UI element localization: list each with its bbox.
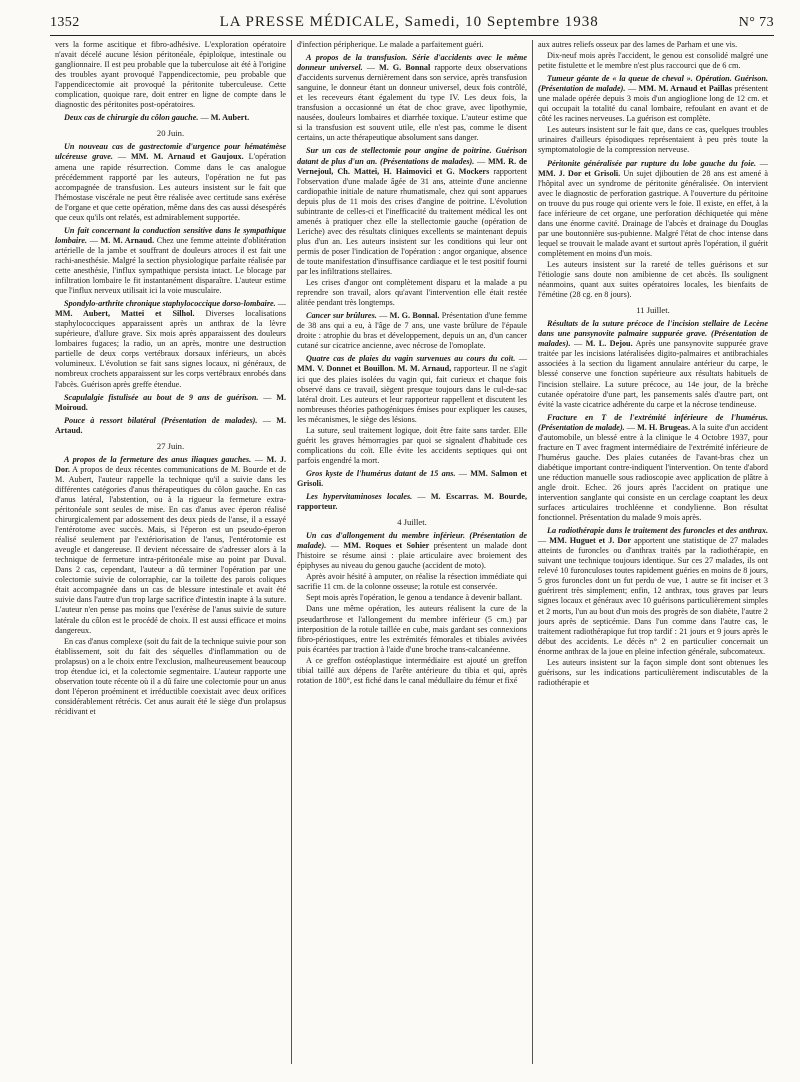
paragraph: La suture, seul traitement logique, doit être faite sans tarder. Elle guérit les graves hémorragies par quoi se signalent d'habitude ces complications du coït. Elle évite les accidents septiques qui ont parfois engendré la mort. <box>297 425 527 465</box>
paragraph: Sept mois après l'opération, le genou a tendance à devenir ballant. <box>306 593 523 603</box>
communication-author: M. Aubert. <box>210 113 250 123</box>
session-date: 20 Juin. <box>156 128 185 139</box>
paragraph: Les auteurs insistent sur la façon simple dont sont obtenues les guérisons, sur les indications particulièrement indiscutables de la radiothérapie et <box>538 657 768 687</box>
paragraph: d'infection péripherique. Le malade a parfaitement guéri. <box>297 40 484 49</box>
communication-title: Pouce à ressort bilatéral (Présentation de malades). <box>64 415 258 425</box>
communication-entry: Un cas d'allongement du membre inférieur. (Présentation de malade). — MM. Roques et Sohier présentent un malade dont l'histoire se résume ainsi : plaie articulaire avec broiement des épiphyses au niveau du genou gauche (accident de moto). <box>297 531 528 571</box>
communication-author: M. H. Brugeas. <box>637 422 691 432</box>
communication-author: MM. V. Donnet et Bouillon. M. M. Arnaud, <box>297 364 452 374</box>
communication-entry: Quatre cas de plaies du vagin survenues au cours du coït. — MM. V. Donnet et Bouillon. M. M. Arnaud, rapporteur. Il ne s'agit ici que des plaies isolées du vagin qui, fait curieux et chaque fois observé dans ce travail, siègent presque toujours dans le cul-de-sac latéral droit. Les auteurs et leur rapporteur rappellent et discutent les nombreuses théories pathogéniques émises pour expliquer les causes, les mécanismes, le siège des lésions. <box>297 354 528 424</box>
column-right <box>532 40 773 1064</box>
communication-title: La radiothérapie dans le traitement des furoncles et des anthrax. <box>547 526 768 536</box>
communication-text: Un sujet djiboutien de 28 ans est amené à l'hôpital avec un syndrome de péritonite généralisée. On intervient avec le diagnostic de perforation gastrique. A l'ouverture du péritoine on trouve du pus rouge qui oriente vers le foie. Il existe, en effet, à la face inférieure de cet organe, une perforation déchiquetée qui mène dans une énorme cavité. Drainage de l'abcès et drainage du Douglas par une boutonnière sus-pubienne. Malgré l'état de choc intense dans lequel se trouvait le malade avant et surtout après l'opération, il guérit complètement en moins d'un mois. <box>538 168 768 258</box>
communication-author: MM. R. de Vernejoul, Ch. Mattei, H. Haimovici et G. Mockers <box>297 156 528 176</box>
header-rule <box>50 35 774 36</box>
communication-entry: Deux cas de chirurgie du côlon gauche. — M. Aubert. <box>64 113 250 123</box>
paragraph: vers la forme ascitique et fibro-adhésive. L'exploration opératoire n'avait décelé aucune lésion péritonéale, épiploïque, intestinale ou ganglionnaire. Il est peu probable que la tuberculose ait été à l'origine des troubles ayant provoqué l'appendicectomie, peu probable que l'appendicectomie ait provoqué la péritonite tuberculeuse. Cette complication, quoique rare, doit entrer en ligne de compte dans le diagnostic des péritonites post-opératoires. <box>55 40 286 110</box>
article-columns <box>50 40 774 1064</box>
communication-title: Spondylo-arthrite chronique staphylococcique dorso-lombaire. <box>64 299 276 309</box>
communication-entry: Sur un cas de stellectomie pour angine de poitrine. Guérison datant de plus d'un an. (Présentations de malades). — MM. R. de Vernejoul, Ch. Mattei, H. Haimovici et G. Mockers rapportent l'observation d'une malade âgée de 31 ans, atteinte d'une ancienne cardiopathie initiale de nature rhumatismale, chez qui sont apparues depuis plus de 11 mois des crises d'angine de poitrine. L'évolution subintrante de celles-ci et l'inefficacité du traitement médical les ont amenés à pratiquer chez elle la stellectomie gauche (opération de Leriche) avec des résultats cliniques excellents se maintenant depuis plus d'un an. Les auteurs insistent sur les conditions qui leur ont permis de poser l'indication de l'opération : angor organique, absence de toute manifestation d'insuffisance cardiaque et le test positif fourni par les infiltrations stellaires. <box>297 146 528 277</box>
communication-title: Tumeur géante de « la queue de cheval ». Opération. Guérison. (Présentation de malade). <box>538 74 768 94</box>
communication-text: apportent une statistique de 27 malades atteints de furoncles ou d'anthrax traités par la radiothérapie, en suivant une technique toujours identique. Sur ces 27 malades, ils ont relevé 10 furonculoses toutes rapidement guéries en moins de 8 jours, 5 gros furoncles dont un fut perdu de vue, 1 autre se fit inciser et 3 guérirent très simplement; enfin, 12 anthrax, tous graves par leurs signes locaux et généraux avec 10 guérisons particulièrement simples et 2 morts, l'un au bout d'un mois des progrès de son diabète, l'autre 2 jours après de septicémie. Dans l'un comme dans l'autre cas, le traitement radiothérapique fut trop tardif : 21 jours et 9 jours après le début des accidents. Le décès n° 2 en particulier concernait un énorme anthrax de la joue en pleine infection générale, subcomateux. <box>538 536 769 656</box>
journal-title: LA PRESSE MÉDICALE, Samedi, 10 Septembre 1938 <box>219 14 599 30</box>
communication-entry: Spondylo-arthrite chronique staphylococcique dorso-lombaire. — MM. Aubert, Mattei et Silhol. Diverses localisations staphylococciques apparaissent après un anthrax de la lèvre supérieure, d'allure grave. Six mois après apparaissent des douleurs lombaires fugaces; la radio, un an après, montre une destruction partielle de deux corps vertébraux dorsaux inférieurs, un abcès volumineux. L'évolution se fait sans signes locaux, ni généraux, de nombreux crochets apparaissent sur les corps vertébraux enrobés dans l'abcès. Guérison après greffe étendue. <box>55 299 287 389</box>
communication-text: A la suite d'un accident d'automobile, un blessé entre à la clinique le 4 Octobre 1937, pour fracture en T avec fragment intermédiaire de l'extrémité inférieure de l'humérus gauche. Des plaies cutanées de l'avant-bras chez un diabétique important contre-indiquent l'intervention. On tente d'abord une réduction manuelle sous radioscopie avec application de plâtre à angle droit. Echec. 26 jours après l'accident on pratique une intervention sanglante qui consiste en un cerclage coaptant les deux surfaces articulaires trochléenne et condylienne. Bon résultat fonctionnel. Présentation du malade 9 mois après. <box>538 422 768 523</box>
communication-text: Diverses localisations staphylococciques apparaissent après un anthrax de la lèvre supérieure, d'allure grave. Six mois après apparaissent des douleurs lombaires fugaces; la radio, un an après, montre une destruction partielle de deux corps vertébraux dorsaux inférieurs, un abcès volumineux. L'évolution se fait sans signes locaux, ni généraux, de nombreux crochets apparaissent sur les corps vertébraux enrobés dans l'abcès. Guérison après greffe étendue. <box>55 309 287 389</box>
communication-author: M. G. Bonnal <box>378 63 431 73</box>
communication-text: L'opération amena une rapide résurrection. Comme dans le cas analogue précédemment rapporté par les auteurs, l'opération ne fut pas accompagnée de transfusion. Les auteurs insistent sur le fait que l'hémostase viscérale ne peut être réalisée avec certitude sans exérèse de l'organe et que cette opération, même dans des cas aussi désespérés que ceux qu'ils ont relatés, est admirablement supportée. <box>55 152 287 222</box>
communication-author: MM. Aubert, Mattei et Silhol. <box>55 309 195 319</box>
communication-entry: A propos de la transfusion. Série d'accidents avec le même donneur universel. — M. G. Bonnal rapporte deux observations d'accidents survenus dernièrement dans son service, après transfusion sanguine, le donneur étant un donneur universel, deux fois contrôlé, et les receveurs étant également du type IV. Les deux fois, la transfusion a occasionné un état de choc grave, avec lipothymie, nausées, douleurs lombaires et diarrhée toxique. L'auteur estime que si la transfusion est souvent utile, elle n'est pas, comme le disent certains, un acte thérapeutique absolument sans danger. <box>297 53 528 143</box>
communication-entry: Fracture en T de l'extrémité inférieure de l'humérus. (Présentation de malade). — M. H. Brugeas. A la suite d'un accident d'automobile, un blessé entre à la clinique le 4 Octobre 1937, pour fracture en T avec fragment intermédiaire de l'extrémité inférieure de l'humérus gauche. Des plaies cutanées de l'avant-bras chez un diabétique important contre-indiquent l'intervention. On tente d'abord une réduction manuelle sous radioscopie avec application de plâtre à angle droit. Echec. 26 jours après l'accident on pratique une intervention sanglante qui consiste en un cerclage coaptant les deux surfaces articulaires trochléenne et condylienne. Bon résultat fonctionnel. Présentation du malade 9 mois après. <box>538 412 768 523</box>
communication-title: Résultats de la suture précoce de l'incision stellaire de Lecène dans une pansynovite palmaire suppurée grave. (Présentation de malades). <box>538 319 768 349</box>
paragraph: A ce greffon ostéoplastique intermédiaire est ajouté un greffon tibial taillé aux dépens de l'arête antérieure du tibia et qui, après rotation de 180°, est fiché dans le canal médullaire du fémur et fixé <box>297 655 527 685</box>
communication-text: présentent une malade opérée depuis 3 mois d'un angioglione long de 12 cm. et qui occupait la totalité du canal lombaire, refoulant en avant et de côté les racines nerveuses. La guérison est complète. <box>538 84 769 124</box>
communication-title: Gros kyste de l'humérus datant de 15 ans. <box>306 468 456 478</box>
communication-entry: Cancer sur brûlures. — M. G. Bonnal. Présentation d'une femme de 38 ans qui a eu, à l'âge de 7 ans, une vaste brûlure de l'épaule droite : atrophie du bras et développement, depuis un an, d'un cancer cutané sur cicatrice ancienne, avec nécrose de l'omoplate. <box>297 311 527 351</box>
session-date: 27 Juin. <box>156 440 185 451</box>
communication-entry: Péritonite généralisée par rupture du lobe gauche du foie. — MM. J. Dor et Grisoli. Un sujet djiboutien de 28 ans est amené à l'hôpital avec un syndrome de péritonite généralisée. On intervient avec le diagnostic de perforation gastrique. A l'ouverture du péritoine on trouve du pus rouge qui oriente vers le foie. Il existe, en effet, à la face inférieure de cet organe, une perforation déchiquetée qui mène dans une énorme cavité. Drainage de l'abcès et drainage du Douglas par une boutonnière sus-pubienne. Malgré l'état de choc intense dans lequel se trouvait le malade avant et surtout après l'opération, il guérit complètement en moins d'un mois. <box>538 158 768 258</box>
communication-text: A propos de deux récentes communications de M. Bourde et de M. Aubert, l'auteur rappelle la technique qu'il a suivie dans les différentes catégories d'anus thérapeutiques du côlon gauche. En cas d'anus latéral, l'abstention, ou à la rigueur la fermeture extra-péritonéale sont seules de mise. En cas d'anus avec éperon réalisé chirurgicalement par adossement des deux pieds de l'anse, il a essayé l'entérotome avec succès. Mais, si l'éperon est un pseudo-éperon réalisé seulement par l'extériorisation de l'anus, l'entérotomie est aveugle et dangereuse. Il devient nécessaire de s'adresser alors à la technique de fermeture intra-péritonéale mise au point par Duval. Dans 2 cas, cependant, l'auteur a dû terminer l'opération par une colectomie suivie de colorraphie, car la toilette des parois coliques était accompagnée dans un cas de blessure intestinale et avait été suivie dans l'autre d'un trop large sacrifice d'intestin inapte à la suture. L'auteur n'en pense pas moins que l'exérèse de l'anus suivie de suture latérale du côlon est le procédé de choix. Il est aussi efficace et moins dangereux. <box>55 464 286 635</box>
page-header <box>50 14 774 31</box>
paragraph: Les auteurs insistent sur le fait que, dans ce cas, quelques troubles urinaires d'ailleurs épisodiques représentaient à peu près toute la symptomatologie de la compression nerveuse. <box>538 125 768 155</box>
communication-author: M. G. Bonnal. <box>389 311 440 321</box>
communication-text: Chez une femme atteinte d'oblitération artérielle de la jambe et souffrant de douleurs atroces il est fait une rachi-anesthésie. Malgré la section physiologique parfaite réalisée par cette anesthésie, l'influx sympathique persista intact. Le blocage par infiltration lombaire le fit instantanément disparaître. L'auteur estime que l'influx nerveux utilisait ici la voie musculaire. <box>55 235 286 296</box>
communication-entry: Tumeur géante de « la queue de cheval ». Opération. Guérison. (Présentation de malade). — MM. M. Arnaud et Paillas présentent une malade opérée depuis 3 mois d'un angioglione long de 12 cm. et qui occupait la totalité du canal lombaire, refoulant en avant et de côté les racines nerveuses. La guérison est complète. <box>538 74 769 124</box>
communication-author: MM. Huguet et J. Dor <box>549 536 632 546</box>
communication-entry: Pouce à ressort bilatéral (Présentation de malades). — M. Artaud. <box>55 415 286 435</box>
paragraph: Les auteurs insistent sur la rareté de telles guérisons et sur l'étiologie sans doute non amibienne de cet abcès. Ils soulignent néanmoins, quant aux suites opératoires locales, les bienfaits de l'émétine (28 cg. en 8 jours). <box>538 259 768 300</box>
communication-author: M. M. Arnaud. <box>100 235 155 245</box>
communication-entry: Les hypervitaminoses locales. — M. Escarras. M. Bourde, rapporteur. <box>297 492 527 512</box>
communication-text: rapporteur. Il ne s'agit ici que des plaies isolées du vagin qui, fait curieux et chaque fois observé dans ce travail, siègent presque toujours dans le cul-de-sac latéral droit. Les auteurs et leur rapporteur rappellent et discutent les nombreuses théories pathogéniques émises pour expliquer les causes, les mécanismes, le siège des lésions. <box>297 364 527 424</box>
communication-author: M. J. Dor. <box>55 454 286 474</box>
communication-title: Un nouveau cas de gastrectomie d'urgence pour hématémèse ulcéreuse grave. <box>55 142 286 162</box>
communication-author: MM. M. Arnaud et Paillas <box>638 84 732 94</box>
column-middle <box>291 40 532 1064</box>
communication-title: Un fait concernant la conduction sensitive dans le sympathique lombaire. <box>55 225 286 245</box>
communication-title: Sur un cas de stellectomie pour angine de poitrine. Guérison datant de plus d'un an. (Présentations de malades). <box>297 146 527 166</box>
communication-author: MM. M. Arnaud et Gaujoux. <box>130 152 244 162</box>
communication-title: Les hypervitaminoses locales. <box>306 492 413 502</box>
communication-text: Après une pansynovite suppurée grave traitée par les incisions latéralisées digito-palmaires et antibrachiales associées à la section du ligament annulaire antérieur du carpe, le blessé conserve une fonction supérieure aux résultats habituels de l'incision stellaire. La suture précoce, au 14e jour, de la brèche cutanée opératoire d'une part, les pansements salés d'autre part, ont évité la vaste cicatrice adhérente du carpe et la nécrose tendineuse. <box>538 339 768 409</box>
communication-entry: Un fait concernant la conduction sensitive dans le sympathique lombaire. — M. M. Arnaud. Chez une femme atteinte d'oblitération artérielle de la jambe et souffrant de douleurs atroces il est fait une rachi-anesthésie. Malgré la section physiologique parfaite réalisée par cette anesthésie, l'influx sympathique persista intact. Le blocage par infiltration lombaire le fit instantanément disparaître. L'auteur estime que l'influx nerveux utilisait ici la voie musculaire. <box>55 225 286 296</box>
paragraph: En cas d'anus complexe (soit du fait de la technique suivie pour son établissement, soit du fait des séquelles d'inflammation ou de prolapsus) on a le choix entre l'exclusion, malheureusement beaucoup trop étendue ici, et la colectomie segmentaire. L'auteur rapporte une observation toute récente où il a dû faire une colectomie pour un anus dont l'éperon proéminent et irréductible coexistait avec deux orifices considérablement rétrécis. Cet anus aurait été le siège d'un prolapsus récidivant et <box>55 636 286 716</box>
page-number: 1352 <box>50 15 80 30</box>
session-date: 4 Juillet. <box>397 517 427 528</box>
communication-title: A propos de la fermeture des anus iliaques gauches. <box>64 454 252 464</box>
communication-author: M. Moiroud. <box>55 392 287 412</box>
communication-entry: Résultats de la suture précoce de l'incision stellaire de Lecène dans une pansynovite palmaire suppurée grave. (Présentation de malades). — M. L. Dejou. Après une pansynovite suppurée grave traitée par les incisions latéralisées digito-palmaires et antibrachiales associées à la section du ligament annulaire antérieur du carpe, le blessé conserve une fonction supérieure aux résultats habituels de l'incision stellaire. La suture précoce, au 14e jour, de la brèche cutanée opératoire d'une part, les pansements salés d'autre part, ont évité la vaste cicatrice adhérente du carpe et la nécrose tendineuse. <box>538 319 768 409</box>
paragraph: Après avoir hésité à amputer, on réalise la résection immédiate qui sacrifie 11 cm. de la colonne osseuse; la rotule est conservée. <box>297 572 527 592</box>
communication-entry: La radiothérapie dans le traitement des furoncles et des anthrax. — MM. Huguet et J. Dor apportent une statistique de 27 malades atteints de furoncles ou d'anthrax traités par la radiothérapie, en suivant une technique toujours identique. Sur ces 27 malades, ils ont relevé 10 furonculoses toutes rapidement guéries en moins de 8 jours, 5 gros furoncles dont un fut perdu de vue, 1 autre se fit inciser et 3 guérirent très simplement; enfin, 12 anthrax, tous graves par leurs signes locaux et généraux avec 10 guérisons particulièrement simples et 2 morts, l'un au bout d'un mois des progrès de son diabète, l'autre 2 jours après de septicémie. Dans l'un comme dans l'autre cas, le traitement radiothérapique fut trop tardif : 21 jours et 9 jours après le début des accidents. Le décès n° 2 en particulier concernait un énorme anthrax de la joue en pleine infection générale, subcomateux. <box>538 526 769 656</box>
communication-entry: Gros kyste de l'humérus datant de 15 ans. — MM. Salmon et Grisoli. <box>297 468 528 488</box>
communication-author: M. L. Dejou. <box>585 339 633 349</box>
communication-title: Quatre cas de plaies du vagin survenues au cours du coït. <box>306 354 516 364</box>
communication-text: présentent un malade dont l'histoire se résume ainsi : plaie articulaire avec broiement des épiphyses au niveau du genou gauche (accident de moto). <box>297 541 528 571</box>
paragraph: Dans une même opération, les auteurs réalisent la cure de la pseudarthrose et l'allongement du membre inférieur (5 cm.) par interposition de la rotule taillée en cube, mais gardant ses connexions fibro-périostiques, entre les extrémités fémorales et tibiales avivées puis écartées par traction à l'aide d'une broche trans-calcanéenne. <box>297 604 527 654</box>
communication-text: Présentation d'une femme de 38 ans qui a eu, à l'âge de 7 ans, une vaste brûlure de l'épaule droite : atrophie du bras et développement, depuis un an, d'un cancer cutané sur cicatrice ancienne, avec nécrose de l'omoplate. <box>297 311 527 351</box>
communication-text: rapportent l'observation d'une malade âgée de 31 ans, atteinte d'une ancienne cardiopathie initiale de nature rhumatismale, chez qui sont apparues depuis plus de 11 mois des crises d'angine de poitrine. L'évolution subintrante de celles-ci et l'inefficacité du traitement médical les ont amenés à pratiquer chez elle la stellectomie gauche (opération de Leriche) avec des résultats cliniques excellents se maintenant depuis plus d'un an. Les auteurs insistent sur les conditions qui leur ont permis de poser l'indication de l'opération : angor organique, absence de toute manifestation d'insuffisance cardiaque et le test positif fourni par les infiltrations stellaires. <box>297 166 528 277</box>
communication-author: M. Artaud. <box>55 415 286 435</box>
communication-entry: Un nouveau cas de gastrectomie d'urgence pour hématémèse ulcéreuse grave. — MM. M. Arnaud et Gaujoux. L'opération amena une rapide résurrection. Comme dans le cas analogue précédemment rapporté par les auteurs, l'opération ne fut pas accompagnée de transfusion. Les auteurs insistent sur le fait que l'hémostase viscérale ne peut être réalisée avec certitude sans exérèse de l'organe et que cette opération, même dans des cas aussi désespérés que ceux qu'ils ont relatés, est admirablement supportée. <box>55 142 287 222</box>
paragraph: Les crises d'angor ont complètement disparu et la malade a pu reprendre son travail, alors qu'avant l'intervention elle était restée alitée pendant très longtemps. <box>297 278 527 308</box>
communication-title: A propos de la transfusion. Série d'accidents avec le même donneur universel. <box>297 53 527 73</box>
communication-author: MM. J. Dor et Grisoli. <box>538 168 621 178</box>
communication-author: M. Escarras. M. Bourde, rapporteur. <box>297 492 527 512</box>
communication-title: Cancer sur brûlures. <box>306 311 377 321</box>
communication-title: Deux cas de chirurgie du côlon gauche. <box>64 113 199 123</box>
issue-number: N° 73 <box>738 15 774 30</box>
communication-author: MM. Salmon et Grisoli. <box>297 468 528 488</box>
communication-title: Scapulalgie fistulisée au bout de 9 ans de guérison. <box>64 392 259 402</box>
communication-title: Un cas d'allongement du membre inférieur. (Présentation de malade). <box>297 531 527 551</box>
column-left <box>50 40 291 1064</box>
communication-title: Péritonite généralisée par rupture du lobe gauche du foie. <box>547 158 757 168</box>
communication-author: MM. Roques et Sohier <box>343 541 430 551</box>
communication-entry: A propos de la fermeture des anus iliaques gauches. — M. J. Dor. A propos de deux récentes communications de M. Bourde et de M. Aubert, l'auteur rappelle la technique qu'il a suivie dans les différentes catégories d'anus thérapeutiques du côlon gauche. En cas d'anus latéral, l'abstention, ou à la rigueur la fermeture extra-péritonéale sont seules de mise. En cas d'anus avec éperon réalisé chirurgicalement par adossement des deux pieds de l'anse, il a essayé l'entérotome avec succès. Mais, si l'éperon est un pseudo-éperon réalisé seulement par l'extériorisation de l'anus, l'entérotomie est aveugle et dangereuse. Il devient nécessaire de s'adresser alors à la technique de fermeture intra-péritonéale mise au point par Duval. Dans 2 cas, cependant, l'auteur a dû terminer l'opération par une colectomie suivie de colorraphie, car la toilette des parois coliques était accompagnée dans un cas de blessure intestinale et avait été suivie dans l'autre d'un trop large sacrifice d'intestin inapte à la suture. L'auteur n'en pense pas moins que l'exérèse de l'anus suivie de suture latérale du côlon est le procédé de choix. Il est aussi efficace et moins dangereux. <box>55 454 286 635</box>
paragraph: Dix-neuf mois après l'accident, le genou est consolidé malgré une petite fistulette et le membre n'est plus raccourci que de 6 cm. <box>538 51 768 71</box>
communication-text: rapporte deux observations d'accidents survenus dernièrement dans son service, après transfusion sanguine, le donneur étant un donneur universel, deux fois contrôlé, et les receveurs étant également du type IV. Les deux fois, la transfusion a occasionné un état de choc grave, avec lipothymie, nausées, douleurs lombaires et diarrhée toxique. L'auteur estime que si la transfusion est souvent utile, elle n'est pas, comme le disent certains, un acte thérapeutique absolument sans danger. <box>297 63 528 143</box>
session-date: 11 Juillet. <box>636 305 670 316</box>
communication-entry: Scapulalgie fistulisée au bout de 9 ans de guérison. — M. Moiroud. <box>55 392 287 412</box>
paragraph: aux autres reliefs osseux par des lames de Parham et une vis. <box>538 40 738 49</box>
communication-title: Fracture en T de l'extrémité inférieure de l'humérus. (Présentation de malade). <box>538 412 768 432</box>
